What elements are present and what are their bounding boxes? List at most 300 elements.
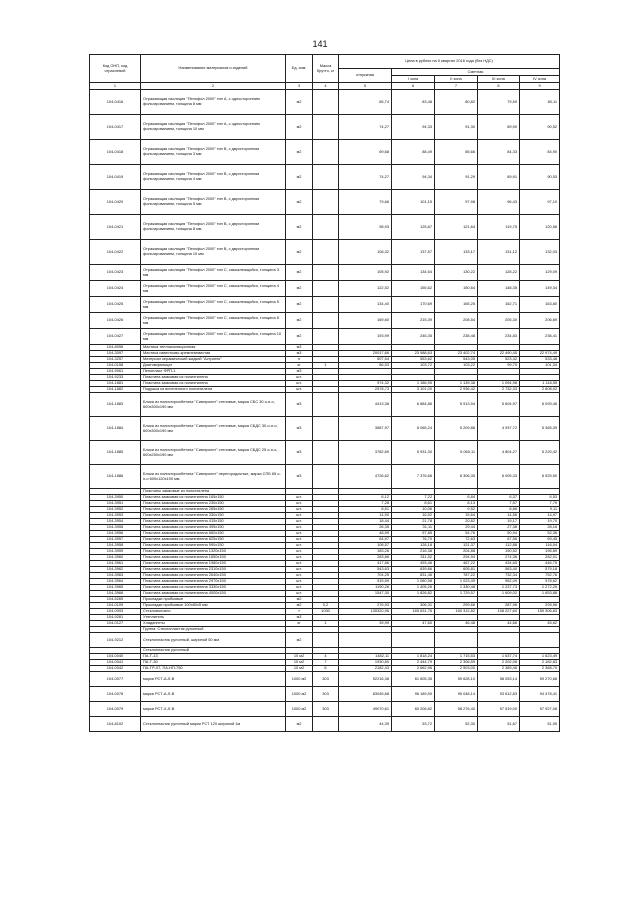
- price-zone-1-cell: 7 376,68: [392, 465, 435, 489]
- header-release: отпускная: [339, 69, 392, 83]
- price-zone-1-cell: 155,62: [392, 281, 435, 297]
- price-zone-3-cell: 434,65: [478, 561, 520, 567]
- unit-cell: м2: [286, 140, 313, 165]
- price-zone-3-cell: 112,88: [478, 543, 520, 549]
- price-zone-3-cell: 119,75: [478, 215, 520, 240]
- name-cell: Стеклопластик рулонный, шириной 50 мм: [141, 633, 286, 648]
- table-row: [90, 687, 560, 702]
- unit-cell: т: [286, 609, 313, 615]
- price-zone-3-cell: 50,94: [478, 531, 520, 537]
- price-zone-3-cell: 57 519,00: [478, 702, 520, 717]
- unit-cell: шт.: [286, 585, 313, 591]
- code-cell: 104-0040: [90, 654, 141, 660]
- price-zone-4-cell: 101,34: [520, 363, 560, 369]
- code-cell: 104-9212: [90, 633, 141, 648]
- name-cell: Отражающая изоляция "Пенофол 2000" тип С, самоклеящийся, толщина 3 мм: [141, 265, 286, 281]
- name-cell: Стеклопластик рулонный марки РСТ 120 шириной 1м: [141, 717, 286, 732]
- name-cell: марки РСТ-А-Л-В: [141, 672, 286, 687]
- mass-cell: [313, 140, 339, 165]
- unit-cell: 1000 м2: [286, 687, 313, 702]
- price-release-cell: 135320,96: [339, 609, 392, 615]
- price-zone-2-cell: 130,22: [435, 265, 478, 281]
- price-zone-3-cell: 952,09: [478, 579, 520, 585]
- name-cell: Отражающая изоляция "Пенофол 2000" тип С, самоклеящийся, толщина 8 мм: [141, 313, 286, 329]
- price-zone-4-cell: 51,95: [520, 717, 560, 732]
- price-release-cell: 8,51: [339, 507, 392, 513]
- price-zone-3-cell: 4 937,72: [478, 417, 520, 441]
- name-cell: Отражающая изоляция "Пенофол 2000" тип В, с двухсторонним фольгированием, толщина 3 мм: [141, 140, 286, 165]
- price-zone-1-cell: 96 189,90: [392, 687, 435, 702]
- price-zone-3-cell: 1 094,98: [478, 381, 520, 387]
- price-zone-3-cell: 58 053,14: [478, 672, 520, 687]
- price-zone-3-cell: 96,43: [478, 190, 520, 215]
- mass-cell: [313, 281, 339, 297]
- unit-cell: шт.: [286, 519, 313, 525]
- price-zone-1-cell: 1 080,98: [392, 579, 435, 585]
- name-cell: Пластины замковые из полиэтилена: [141, 489, 286, 495]
- code-cell: 104-3953: [90, 513, 141, 519]
- price-zone-2-cell: 2 936,42: [435, 387, 478, 393]
- price-release-cell: 1482,11: [339, 654, 392, 660]
- name-cell: Пластина замковая из полиэтилена 1320х150: [141, 549, 286, 555]
- name-cell: Пластина замковая из полиэтилена 990х150: [141, 543, 286, 549]
- price-zone-2-cell: 58 276,40: [435, 702, 478, 717]
- name-cell: Отражающая изоляция "Пенофол 2000" тип С, самоклеящийся, толщина 10 мм: [141, 329, 286, 345]
- code-cell: 104-3952: [90, 507, 141, 513]
- price-zone-1-cell: 639,66: [392, 567, 435, 573]
- price-release-cell: 52216,38: [339, 672, 392, 687]
- price-zone-3-cell: 93 612,83: [478, 687, 520, 702]
- price-zone-4-cell: 195,89: [520, 549, 560, 555]
- header-code: Код ОНП, код отраслевой: [90, 55, 141, 83]
- price-release-cell: 79,66: [339, 190, 392, 215]
- unit-cell: м3: [286, 345, 313, 351]
- unit-cell: м2: [286, 329, 313, 345]
- price-zone-2-cell: 1 023,49: [435, 579, 478, 585]
- price-zone-3-cell: 89,91: [478, 165, 520, 190]
- table-row: [90, 393, 560, 417]
- code-cell: 104-0420: [90, 190, 141, 215]
- code-cell: 104-3966: [90, 591, 141, 597]
- table-row: [90, 240, 560, 265]
- mass-cell: [313, 393, 339, 417]
- price-zone-3-cell: 51,67: [478, 717, 520, 732]
- price-zone-4-cell: 57 927,08: [520, 702, 560, 717]
- header-unit: Ед. изм.: [286, 55, 313, 83]
- unit-cell: м2: [286, 297, 313, 313]
- table-row: [90, 90, 560, 115]
- price-release-cell: 39,99: [339, 621, 392, 627]
- price-zone-2-cell: 52,30: [435, 717, 478, 732]
- price-zone-3-cell: 274,36: [478, 555, 520, 561]
- price-zone-1-cell: 23 988,63: [392, 351, 435, 357]
- unit-cell: м2: [286, 597, 313, 603]
- price-zone-2-cell: 2 503,00: [435, 666, 478, 672]
- unit-cell: шт.: [286, 495, 313, 501]
- mass-cell: [313, 717, 339, 732]
- name-cell: Материал керамический жидкий "Астратек": [141, 357, 286, 363]
- mass-cell: [313, 465, 339, 489]
- code-cell: 104-0041: [90, 660, 141, 666]
- price-zone-4-cell: 163,80: [520, 297, 560, 313]
- price-release-cell: [339, 633, 392, 648]
- price-release-cell: 1930,80: [339, 660, 392, 666]
- code-cell: 104-0425: [90, 297, 141, 313]
- price-zone-1-cell: 1 186,95: [392, 381, 435, 387]
- price-zone-4-cell: 69,45: [520, 537, 560, 543]
- table-row: [90, 165, 560, 190]
- name-cell: марки РСТ-А-Л-В: [141, 687, 286, 702]
- price-zone-4-cell: 94 478,41: [520, 687, 560, 702]
- mass-cell: [313, 90, 339, 115]
- header-zone-1: I зона: [392, 76, 435, 83]
- code-cell: 104-0419: [90, 165, 141, 190]
- name-cell: Пластина замковая из полиэтилена 4000х150: [141, 591, 286, 597]
- mass-cell: [313, 441, 339, 465]
- unit-cell: 1000 м2: [286, 702, 313, 717]
- code-cell: 104-0093: [90, 609, 141, 615]
- unit-cell: м2: [286, 240, 313, 265]
- price-zone-1-cell: 94,34: [392, 165, 435, 190]
- price-zone-2-cell: 20,62: [435, 519, 478, 525]
- price-release-cell: 193,99: [339, 329, 392, 345]
- code-cell: 104-3956: [90, 531, 141, 537]
- price-release-cell: 69,68: [339, 140, 392, 165]
- price-release-cell: 4413,38: [339, 393, 392, 417]
- price-zone-1-cell: 57,85: [392, 531, 435, 537]
- price-zone-4-cell: 6 093,46: [520, 393, 560, 417]
- name-cell: Пластина замковая из полиэтилена 2970х150: [141, 579, 286, 585]
- unit-cell: 10 м2: [286, 666, 313, 672]
- name-cell: Пластина замковая из полиэтилена 660х150: [141, 531, 286, 537]
- table-row: [90, 297, 560, 313]
- price-zone-4-cell: 293,96: [520, 603, 560, 609]
- price-zone-2-cell: 5 913,94: [435, 393, 478, 417]
- price-zone-2-cell: 97,98: [435, 190, 478, 215]
- code-cell: 104-1885: [90, 441, 141, 465]
- price-zone-3-cell: 2 202,06: [478, 660, 520, 666]
- table-row: [90, 265, 560, 281]
- price-release-cell: 915,59: [339, 579, 392, 585]
- price-zone-4-cell: 90,52: [520, 115, 560, 140]
- price-zone-2-cell: 9,52: [435, 507, 478, 513]
- name-cell: Отражающая изоляция "Пенофол 2000" тип С, самоклеящийся, толщина 4 мм: [141, 281, 286, 297]
- unit-cell: шт.: [286, 387, 313, 393]
- table-row: [90, 672, 560, 687]
- price-zone-4-cell: 282,01: [520, 555, 560, 561]
- price-zone-2-cell: 121,37: [435, 543, 478, 549]
- mass-cell: [313, 297, 339, 313]
- table-row: [90, 329, 560, 345]
- mass-cell: [313, 190, 339, 215]
- unit-cell: шт.: [286, 507, 313, 513]
- price-zone-1-cell: 553,62: [392, 357, 435, 363]
- price-zone-2-cell: 23 402,74: [435, 351, 478, 357]
- col-number: 1: [90, 83, 141, 90]
- price-zone-1-cell: 60 206,82: [392, 702, 435, 717]
- unit-cell: м2: [286, 165, 313, 190]
- table-row: [90, 281, 560, 297]
- price-zone-3-cell: 563,40: [478, 567, 520, 573]
- price-zone-3-cell: 287,96: [478, 603, 520, 609]
- price-zone-1-cell: 47,60: [392, 621, 435, 627]
- price-zone-2-cell: 54,76: [435, 531, 478, 537]
- name-cell: Пластина замковая из полиэтилена 825х150: [141, 537, 286, 543]
- unit-cell: шт.: [286, 501, 313, 507]
- price-zone-2-cell: 238,48: [435, 329, 478, 345]
- col-number: 3: [286, 83, 313, 90]
- name-cell: Диатомфальцат: [141, 363, 286, 369]
- mass-cell: 1: [313, 363, 339, 369]
- price-zone-2-cell: 467,22: [435, 561, 478, 567]
- price-zone-1-cell: 1 818,24: [392, 654, 435, 660]
- price-zone-4-cell: 1 272,25: [520, 585, 560, 591]
- code-cell: 104-3951: [90, 501, 141, 507]
- unit-cell: шт.: [286, 381, 313, 387]
- name-cell: Блоки из полистиролбетона "Симпролит" стеновые, марка СБДС 30-о-п-о, 600х300х190 мм: [141, 417, 286, 441]
- mass-cell: 303: [313, 687, 339, 702]
- price-zone-2-cell: 103,22: [435, 363, 478, 369]
- price-zone-4-cell: 97,10: [520, 190, 560, 215]
- code-cell: 104-3960: [90, 555, 141, 561]
- name-cell: Пластина замковая из полиэтилена: [141, 381, 286, 387]
- price-zone-3-cell: 190,52: [478, 549, 520, 555]
- name-cell: Мастика теплоизоляционная: [141, 345, 286, 351]
- code-cell: 104-1882: [90, 387, 141, 393]
- name-cell: Утеплитель: [141, 615, 286, 621]
- price-zone-2-cell: 2 306,59: [435, 660, 478, 666]
- price-zone-3-cell: 4 804,27: [478, 441, 520, 465]
- code-cell: 104-0422: [90, 240, 141, 265]
- price-zone-1-cell: 53,72: [392, 717, 435, 732]
- unit-cell: м3: [286, 393, 313, 417]
- price-release-cell: 169,60: [339, 313, 392, 329]
- table-row: [90, 465, 560, 489]
- header-estimate: Сметная: [392, 69, 560, 76]
- price-zone-3-cell: 27,38: [478, 525, 520, 531]
- code-cell: 104-3963: [90, 573, 141, 579]
- price-zone-2-cell: 1 330,48: [435, 585, 478, 591]
- price-zone-4-cell: 22 974,49: [520, 351, 560, 357]
- price-zone-1-cell: 83,48: [392, 90, 435, 115]
- code-cell: 104-0418: [90, 140, 141, 165]
- price-zone-4-cell: 2 182,83: [520, 660, 560, 666]
- col-number: 4: [313, 83, 339, 90]
- unit-cell: м3: [286, 615, 313, 621]
- price-zone-4-cell: 59 270,68: [520, 672, 560, 687]
- name-cell: Отражающая изоляция "Пенофол 2000" тип В, с двухсторонним фольгированием, толщина 8 мм: [141, 215, 286, 240]
- table-row: [90, 140, 560, 165]
- header-zone-2: II зона: [435, 76, 478, 83]
- table-row: [90, 702, 560, 717]
- price-zone-3-cell: 6 005,33: [478, 465, 520, 489]
- name-cell: Блоки из полистиролбетона "Симпролит" стеновые, марка СБДС 25 о-п-о, 600х250х190 мм: [141, 441, 286, 465]
- price-release-cell: 49070,61: [339, 702, 392, 717]
- price-zone-1-cell: 215,39: [392, 313, 435, 329]
- mass-cell: [313, 633, 339, 648]
- name-cell: Пластина замковая из полиэтилена 415х150: [141, 519, 286, 525]
- price-zone-3-cell: 1 237,73: [478, 585, 520, 591]
- price-zone-1-cell: 165 631,76: [392, 609, 435, 615]
- price-zone-1-cell: 2 444,79: [392, 660, 435, 666]
- price-zone-4-cell: 90,53: [520, 165, 560, 190]
- price-zone-1-cell: 6 065,24: [392, 417, 435, 441]
- code-cell: 104-0079: [90, 702, 141, 717]
- price-zone-3-cell: 67,56: [478, 537, 520, 543]
- price-zone-3-cell: 234,83: [478, 329, 520, 345]
- name-cell: Пластина замковая из полиэтилена 2640х150: [141, 573, 286, 579]
- price-zone-3-cell: 6,37: [478, 495, 520, 501]
- table-row: [90, 717, 560, 732]
- mass-cell: 1030: [313, 609, 339, 615]
- price-release-cell: 83045,68: [339, 687, 392, 702]
- name-cell: ПА-Т-30: [141, 660, 286, 666]
- unit-cell: м2: [286, 115, 313, 140]
- price-zone-3-cell: 1 609,02: [478, 591, 520, 597]
- price-zone-1-cell: 21,78: [392, 519, 435, 525]
- price-zone-1-cell: 101,15: [392, 190, 435, 215]
- code-cell: 104-0077: [90, 672, 141, 687]
- price-zone-2-cell: 6,84: [435, 495, 478, 501]
- price-zone-2-cell: 150,64: [435, 281, 478, 297]
- price-zone-2-cell: 543,05: [435, 357, 478, 363]
- price-zone-1-cell: 88,49: [392, 140, 435, 165]
- price-zone-4-cell: 1 653,88: [520, 591, 560, 597]
- price-zone-4-cell: 5 220,42: [520, 441, 560, 465]
- unit-cell: м3: [286, 417, 313, 441]
- unit-cell: шт.: [286, 591, 313, 597]
- price-zone-1-cell: 61 605,35: [392, 672, 435, 687]
- price-zone-4-cell: 14,97: [520, 513, 560, 519]
- price-zone-1-cell: 246,35: [392, 329, 435, 345]
- code-cell: 104-0417: [90, 115, 141, 140]
- price-zone-3-cell: 19,17: [478, 519, 520, 525]
- name-cell: Пластина замковая из полиэтилена 330х150: [141, 513, 286, 519]
- name-cell: Блоки из полистиролбетона "Симпролит" перегородочные, марка СПБ 65 о-п-о 600х120х190 мм: [141, 465, 286, 489]
- code-cell: 104-0421: [90, 215, 141, 240]
- price-zone-1-cell: [392, 633, 435, 648]
- code-cell: 104-3955: [90, 525, 141, 531]
- unit-cell: шт.: [286, 513, 313, 519]
- name-cell: Отражающая изоляция "Пенофол 2000" тип В, с двухсторонним фольгированием, толщина 4 мм: [141, 165, 286, 190]
- price-zone-1-cell: 31,11: [392, 525, 435, 531]
- price-zone-2-cell: 121,64: [435, 215, 478, 240]
- mass-cell: 303: [313, 702, 339, 717]
- unit-cell: шт.: [286, 579, 313, 585]
- price-zone-2-cell: 5 060,11: [435, 441, 478, 465]
- col-number: 8: [478, 83, 520, 90]
- name-cell: Пластина замковая из полиэтилена 1650х150: [141, 555, 286, 561]
- code-cell: 104-0423: [90, 265, 141, 281]
- name-cell: Пластина замковая из полиэтилена 165х150: [141, 495, 286, 501]
- mass-cell: [313, 165, 339, 190]
- unit-cell: м3: [286, 441, 313, 465]
- price-release-cell: 18,44: [339, 519, 392, 525]
- name-cell: Пластина замковая из полиэтилена 230х150: [141, 501, 286, 507]
- unit-cell: кг: [286, 621, 313, 627]
- name-cell: Прокладки пробковые: [141, 597, 286, 603]
- price-release-cell: 108,57: [339, 543, 392, 549]
- unit-cell: шт.: [286, 537, 313, 543]
- price-zone-4-cell: 1 623,49: [520, 654, 560, 660]
- name-cell: Блоки из полистиролбетона "Симпролит" стеновые, марка СБС 30 о-п-о, 600х300х190 мм: [141, 393, 286, 417]
- name-cell: ПА-Т-13: [141, 654, 286, 660]
- price-release-cell: 65,74: [339, 90, 392, 115]
- price-zone-1-cell: 16,52: [392, 513, 435, 519]
- price-zone-2-cell: 59 628,10: [435, 672, 478, 687]
- price-zone-4-cell: 2 368,70: [520, 666, 560, 672]
- table-row: [90, 115, 560, 140]
- unit-cell: шт.: [286, 531, 313, 537]
- code-cell: 104-3954: [90, 519, 141, 525]
- price-zone-3-cell: 205,30: [478, 313, 520, 329]
- price-zone-1-cell: 103,72: [392, 363, 435, 369]
- unit-cell: шт.: [286, 573, 313, 579]
- name-cell: Мастика известково-кремнеземистая: [141, 351, 286, 357]
- unit-cell: шт.: [286, 375, 313, 381]
- code-cell: 104-3965: [90, 585, 141, 591]
- mass-cell: 0,2: [313, 603, 339, 609]
- price-release-cell: 6,12: [339, 495, 392, 501]
- price-zone-3-cell: 44,66: [478, 621, 520, 627]
- price-zone-2-cell: 91,29: [435, 165, 478, 190]
- unit-cell: м2: [286, 215, 313, 240]
- price-zone-4-cell: 6 525,50: [520, 465, 560, 489]
- price-zone-2-cell: 294,94: [435, 555, 478, 561]
- code-cell: 104-1886: [90, 465, 141, 489]
- price-zone-1-cell: 493,46: [392, 561, 435, 567]
- header-mass: Масса брутто, кг: [313, 55, 339, 83]
- price-zone-4-cell: 80,11: [520, 90, 560, 115]
- price-zone-3-cell: 131,12: [478, 240, 520, 265]
- price-zone-2-cell: 91,30: [435, 115, 478, 140]
- code-cell: 104-3959: [90, 549, 141, 555]
- price-zone-2-cell: 6 306,35: [435, 465, 478, 489]
- price-zone-2-cell: 1 139,38: [435, 381, 478, 387]
- price-zone-3-cell: 89,90: [478, 115, 520, 140]
- price-release-cell: 108,32: [339, 240, 392, 265]
- price-zone-1-cell: 76,70: [392, 537, 435, 543]
- table-row: [90, 441, 560, 465]
- price-zone-1-cell: 831,46: [392, 573, 435, 579]
- price-zone-3-cell: 14,56: [478, 513, 520, 519]
- price-zone-3-cell: 7,57: [478, 501, 520, 507]
- price-zone-1-cell: 137,57: [392, 240, 435, 265]
- code-cell: 104-3962: [90, 567, 141, 573]
- name-cell: Стекловолокно: [141, 609, 286, 615]
- mass-cell: [313, 240, 339, 265]
- price-release-cell: 26,35: [339, 525, 392, 531]
- name-cell: Пластина замковая из полиэтилена 495х150: [141, 525, 286, 531]
- unit-cell: шт.: [286, 561, 313, 567]
- price-zone-3-cell: 732,34: [478, 573, 520, 579]
- page-number: 141: [312, 39, 328, 49]
- header-zone-4: IV зона: [520, 76, 560, 83]
- header-name: Наименование материалов и изделий: [141, 55, 286, 83]
- price-release-cell: 263,86: [339, 555, 392, 561]
- name-cell: Отражающая изоляция "Пенофол 2000" тип В, с двухсторонним фольгированием, толщина 10 мм: [141, 240, 286, 265]
- code-cell: 104-0426: [90, 313, 141, 329]
- price-zone-3-cell: 2 389,46: [478, 666, 520, 672]
- price-zone-2-cell: 204,88: [435, 549, 478, 555]
- price-release-cell: 1190,26: [339, 585, 392, 591]
- price-zone-2-cell: 46,48: [435, 621, 478, 627]
- mass-cell: [313, 313, 339, 329]
- price-zone-3-cell: 79,59: [478, 90, 520, 115]
- price-zone-4-cell: 52,36: [520, 531, 560, 537]
- price-zone-3-cell: 84,33: [478, 140, 520, 165]
- name-cell: Пластина замковая из полиэтилена: [141, 375, 286, 381]
